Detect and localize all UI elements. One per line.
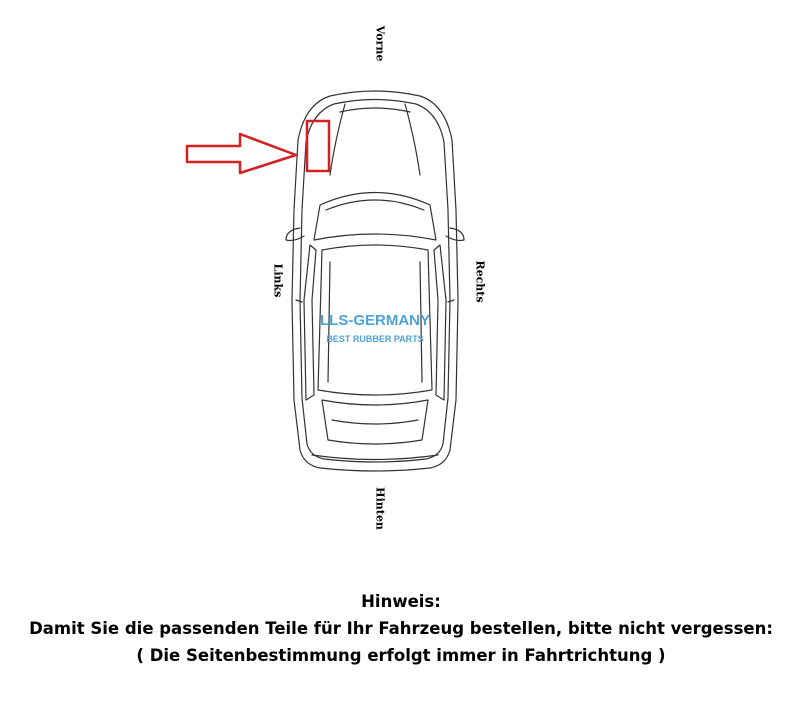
notice-title: Hinweis: <box>361 592 441 611</box>
door-line-right <box>448 300 454 302</box>
notice-line-1: Damit Sie die passenden Teile für Ihr Fahrzeug bestellen, bitte nicht vergessen: <box>29 619 773 638</box>
hood-line-left <box>330 104 345 175</box>
car-body-outline <box>292 91 458 471</box>
door-line-left <box>296 300 302 302</box>
rear-bumper <box>312 455 438 460</box>
hood-line-right <box>405 104 420 175</box>
car-body-inner-line <box>300 100 450 463</box>
label-right: Rechts <box>473 260 487 303</box>
watermark-tagline: BEST RUBBER PARTS <box>326 334 424 344</box>
watermark-brand: LLS-GERMANY <box>320 312 430 329</box>
windshield-inner <box>326 200 424 210</box>
pointer-arrow <box>187 134 296 173</box>
rear-window <box>322 400 428 444</box>
label-left: Links <box>271 263 285 298</box>
label-rear: Hinten <box>373 487 387 530</box>
hood-front-curve <box>340 108 410 112</box>
rear-window-inner <box>332 420 418 424</box>
notice-line-2: ( Die Seitenbestimmung erfolgt immer in Fahrtrichtung ) <box>136 646 666 665</box>
label-front: Vorne <box>373 25 387 62</box>
notice-block <box>0 588 802 669</box>
